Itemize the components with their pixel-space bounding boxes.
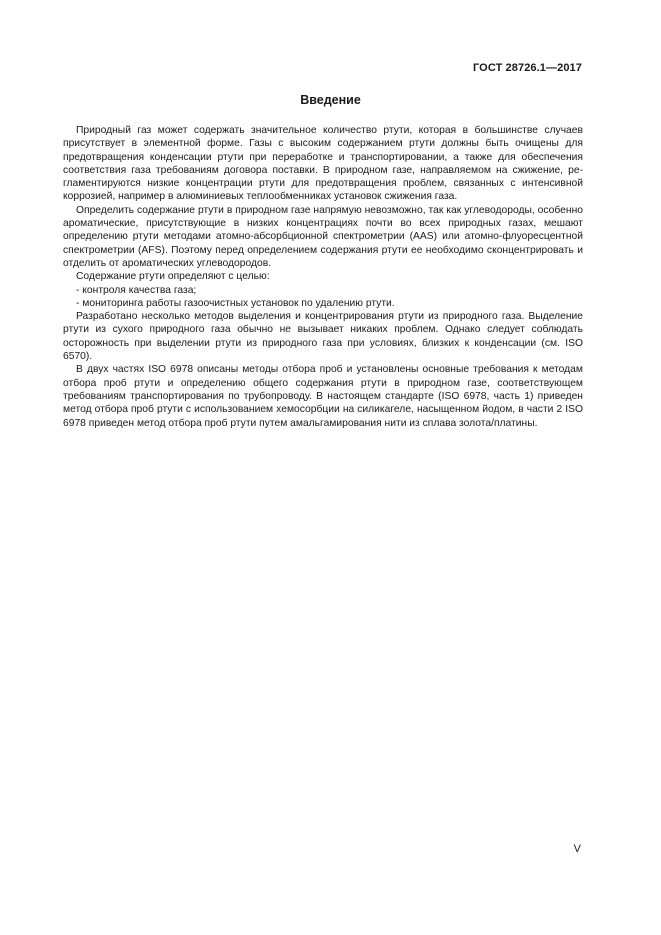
paragraph-iso-6978: В двух частях ISO 6978 описаны методы отбора проб и установлены основные требования к методам отбора проб ртути и определению общего содержания ртути в природном газе, соответствующем требованиям транспортирования по трубопроводу. В настоящем стандарте (ISO 6978, часть 1) приведен метод отбора проб ртути с использованием хемосорбции на силикагеле, насыщенном йодом, в части 2 ISO 6978 приведен метод отбора проб ртути путем амальгамирования нити из сплава золота/платины.	[63, 364, 583, 429]
body-text	[63, 124, 583, 430]
list-item-monitoring: - мониторинга работы газоочистных установок по удалению ртути.	[76, 297, 395, 309]
paragraph-direct-determination: Определить содержание ртути в природном газе напрямую невозможно, так как углеводороды, особенно ароматические, присутствующие в низких концентрациях почти во всех природных газах, мешают определению ртути методами атомно-абсорбционной спектрометрии (AAS) или атомно-флуоресцентной спектрометрии (AFS). Поэтому перед определением содержания ртути ее необходимо сконцентрировать и отделить от ароматических углеводородов.	[63, 204, 583, 269]
paragraph-purpose-intro: Содержание ртути определяют с целью:	[76, 271, 270, 283]
section-title: Введение	[300, 93, 361, 107]
list-item-quality-control: - контроля качества газа;	[76, 284, 197, 296]
standard-header: ГОСТ 28726.1—2017	[472, 62, 582, 74]
paragraph-mercury-content: Природный газ может содержать значительное количество ртути, которая в большинстве случаев присутствует в элементной форме. Газы с высоким содержанием ртути должны быть очищены для предотвращения конденсации ртути при переработке и транспортировании, а также для обеспечения соответствия газа требованиям договора поставки. В природном газе, направляемом на сжижение, регламентируются низкие концентрации ртути для предотвращения проблем, связанных с интенсивной коррозией, например в алюминиевых теплообменниках установок сжижения газа.	[63, 125, 583, 203]
page-number: V	[573, 843, 581, 855]
paragraph-methods: Разработано несколько методов выделения и концентрирования ртути из природного газа. Выделение ртути из сухого природного газа обычно не вызывает никаких проблем. Однако следует соблюдать осторожность при выделении ртути из природного газа при условиях, близких к конденсации (см. ISO 6570).	[63, 311, 583, 363]
